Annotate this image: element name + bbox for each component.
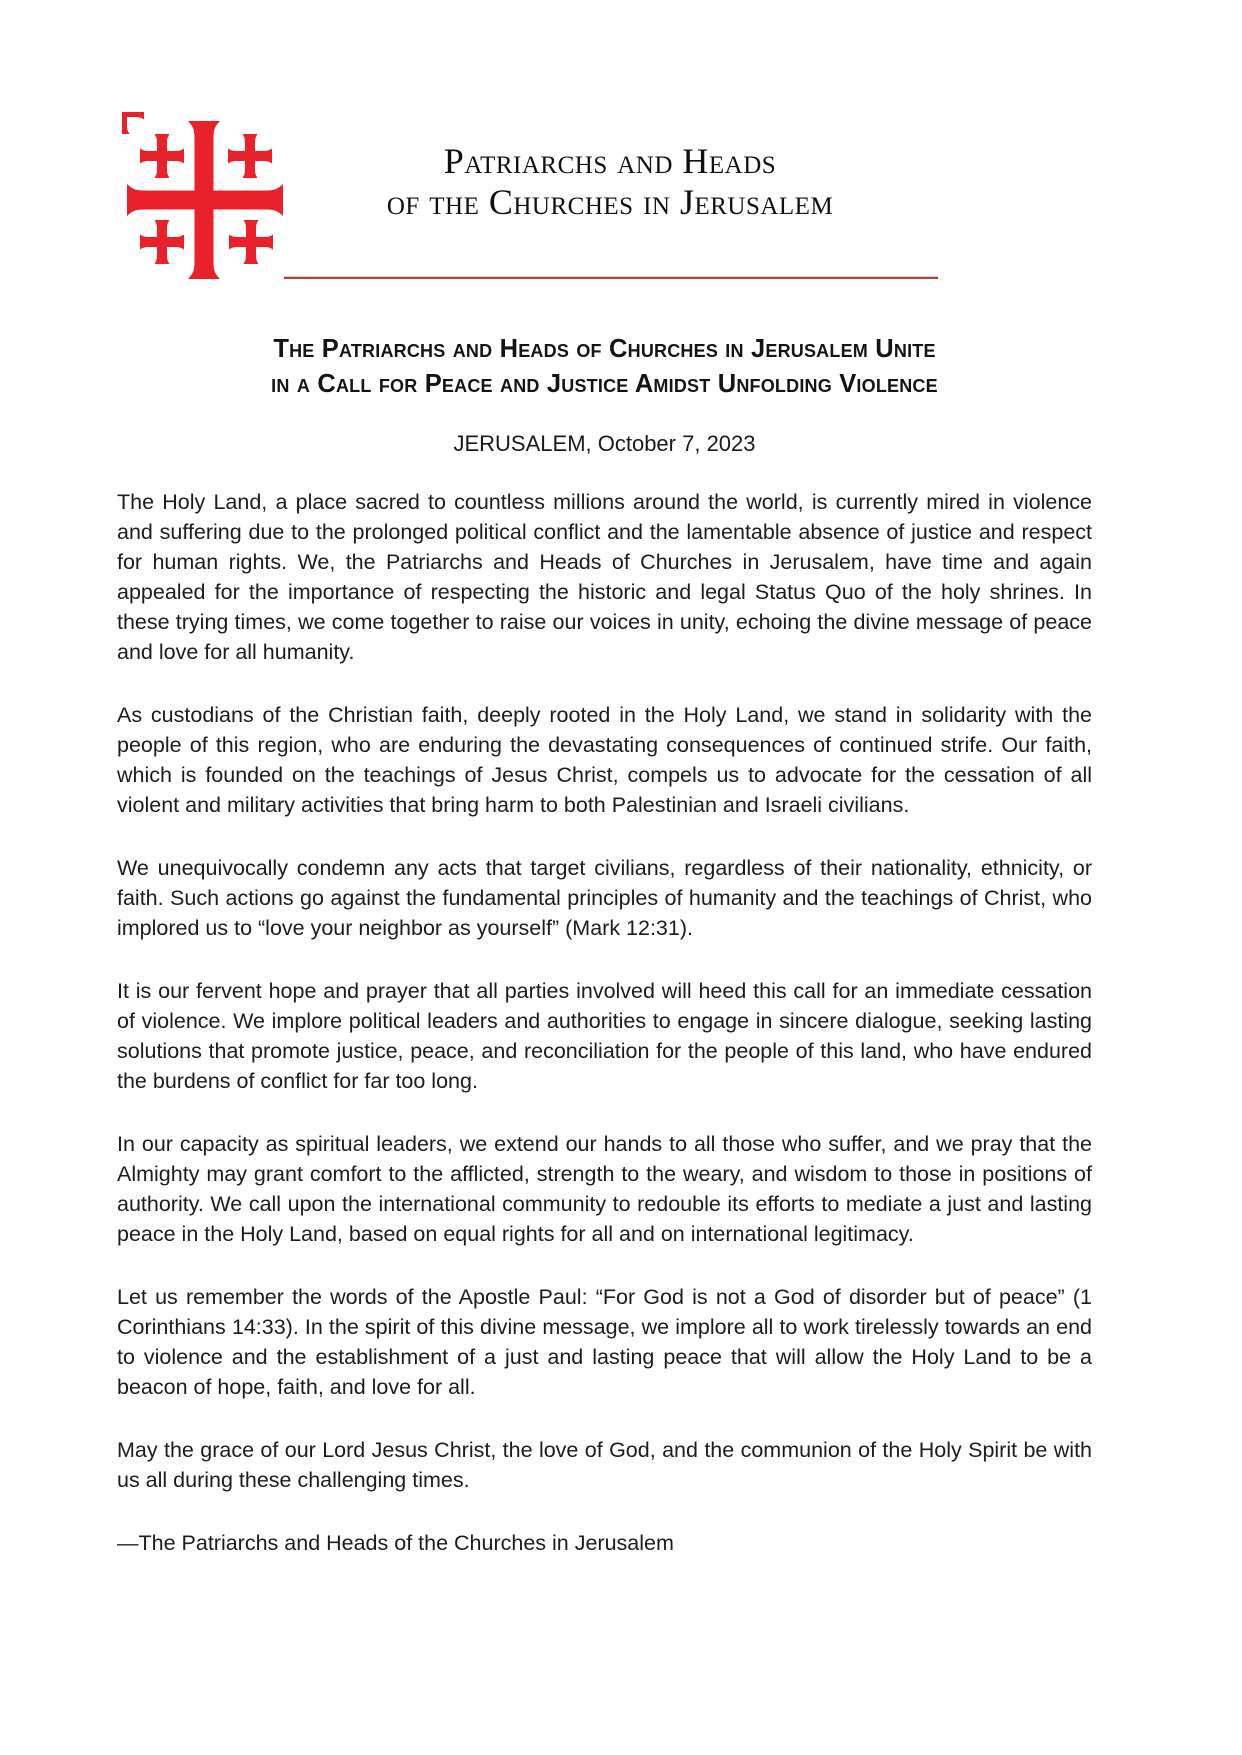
paragraph: We unequivocally condemn any acts that target civilians, regardless of their nationality, ethnicity, or faith. Such actions go against the fundamental principles of humanity and the teachings of Christ, who implored us to “love your neighbor as yourself” (Mark 12:31). [117, 856, 1092, 940]
paragraph: May the grace of our Lord Jesus Christ, the love of God, and the communion of the Holy Spirit be with us all during these challenging times. [117, 1438, 1092, 1492]
statement-body [117, 487, 1092, 1495]
document-content [117, 0, 1092, 1558]
signature: —The Patriarchs and Heads of the Churches in Jerusalem [117, 1531, 674, 1555]
statement-title [117, 332, 1092, 402]
paragraph: As custodians of the Christian faith, deeply rooted in the Holy Land, we stand in solidarity with the people of this region, who are enduring the devastating consequences of continued strife. Our faith, which is founded on the teachings of Jesus Christ, compels us to advocate for the cessation of all violent and military activities that bring harm to both Palestinian and Israeli civilians. [117, 703, 1092, 817]
statement-title-line2: in a Call for Peace and Justice Amidst Unfolding Violence [271, 370, 938, 398]
paragraph: In our capacity as spiritual leaders, we extend our hands to all those who suffer, and we pray that the Almighty may grant comfort to the afflicted, strength to the weary, and wisdom to those in positions of authority. We call upon the international community to redouble its efforts to mediate a just and lasting peace in the Holy Land, based on equal rights for all and on international legitimacy. [117, 1132, 1092, 1246]
org-wordmark-line1: Patriarchs and Heads [443, 141, 777, 181]
paragraph: Let us remember the words of the Apostle Paul: “For God is not a God of disorder but of peace” (1 Corinthians 14:33). In the spirit of this divine message, we implore all to work tirelessly towards an end to violence and the establishment of a just and lasting peace that will allow the Holy Land to be a beacon of hope, faith, and love for all. [117, 1285, 1092, 1399]
paragraph: The Holy Land, a place sacred to countless millions around the world, is currently mired in violence and suffering due to the prolonged political conflict and the lamentable absence of justice and respect for human rights. We, the Patriarchs and Heads of Churches in Jerusalem, have time and again appealed for the importance of respecting the historic and legal Status Quo of the holy shrines. In these trying times, we come together to raise our voices in unity, echoing the divine message of peace and love for all humanity. [117, 490, 1092, 664]
org-wordmark-line2: of the Churches in Jerusalem [386, 182, 834, 222]
statement-title-line1: The Patriarchs and Heads of Churches in Jerusalem Unite [273, 335, 936, 363]
paragraph: It is our fervent hope and prayer that all parties involved will heed this call for an immediate cessation of violence. We implore political leaders and authorities to engage in sincere dialogue, seeking lasting solutions that promote justice, peace, and reconciliation for the people of this land, who have endured the burdens of conflict for far too long. [117, 979, 1092, 1093]
dateline: JERUSALEM, October 7, 2023 [453, 431, 756, 456]
